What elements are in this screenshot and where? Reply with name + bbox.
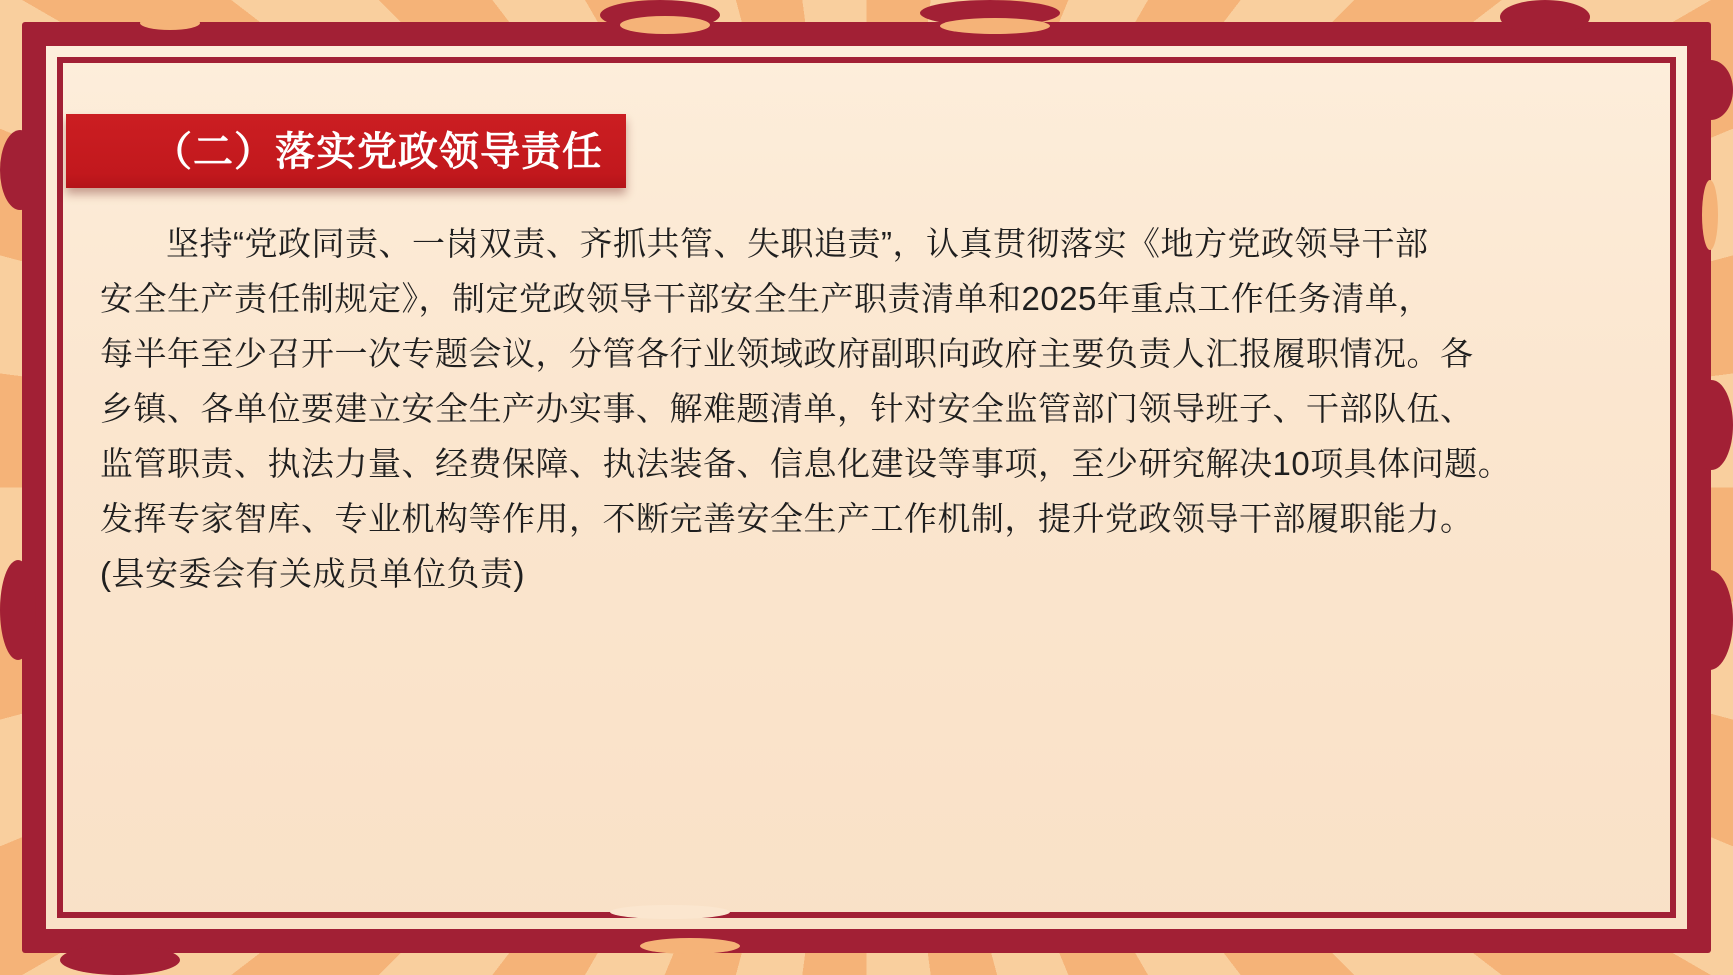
section-title: （二）落实党政领导责任: [152, 130, 603, 174]
body-line: (县安委会有关成员单位负责): [100, 555, 525, 592]
body-line: 发挥专家智库、专业机构等作用，不断完善安全生产工作机制，提升党政领导干部履职能力。: [100, 500, 1474, 537]
body-text-block: [100, 216, 1512, 601]
body-line: 坚持“党政同责、一岗双责、齐抓共管、失职追责”，认真贯彻落实《地方党政领导干部: [166, 225, 1429, 262]
grunge-splatter: [1690, 380, 1733, 470]
grunge-splatter: [940, 18, 1050, 34]
grunge-splatter: [610, 905, 730, 919]
grunge-splatter: [140, 16, 200, 30]
grunge-splatter: [0, 560, 36, 660]
grunge-splatter: [1686, 570, 1733, 670]
grunge-splatter: [0, 130, 40, 210]
body-line: 安全生产责任制规定》，制定党政领导干部安全生产职责清单和2025年重点工作任务清单，: [100, 280, 1432, 317]
grunge-splatter: [640, 938, 740, 954]
grunge-splatter: [620, 16, 710, 34]
grunge-splatter: [1688, 60, 1733, 120]
body-line: 每半年至少召开一次专题会议，分管各行业领域政府副职向政府主要负责人汇报履职情况。各: [100, 335, 1474, 372]
grunge-splatter: [1702, 180, 1718, 250]
body-line: 乡镇、各单位要建立安全生产办实事、解难题清单，针对安全监管部门领导班子、干部队伍、: [100, 390, 1474, 427]
body-line: 监管职责、执法力量、经费保障、执法装备、信息化建设等事项，至少研究解决10项具体问题。: [100, 445, 1512, 482]
grunge-splatter: [1500, 0, 1590, 34]
section-title-banner: [66, 114, 626, 188]
grunge-splatter: [60, 945, 180, 975]
